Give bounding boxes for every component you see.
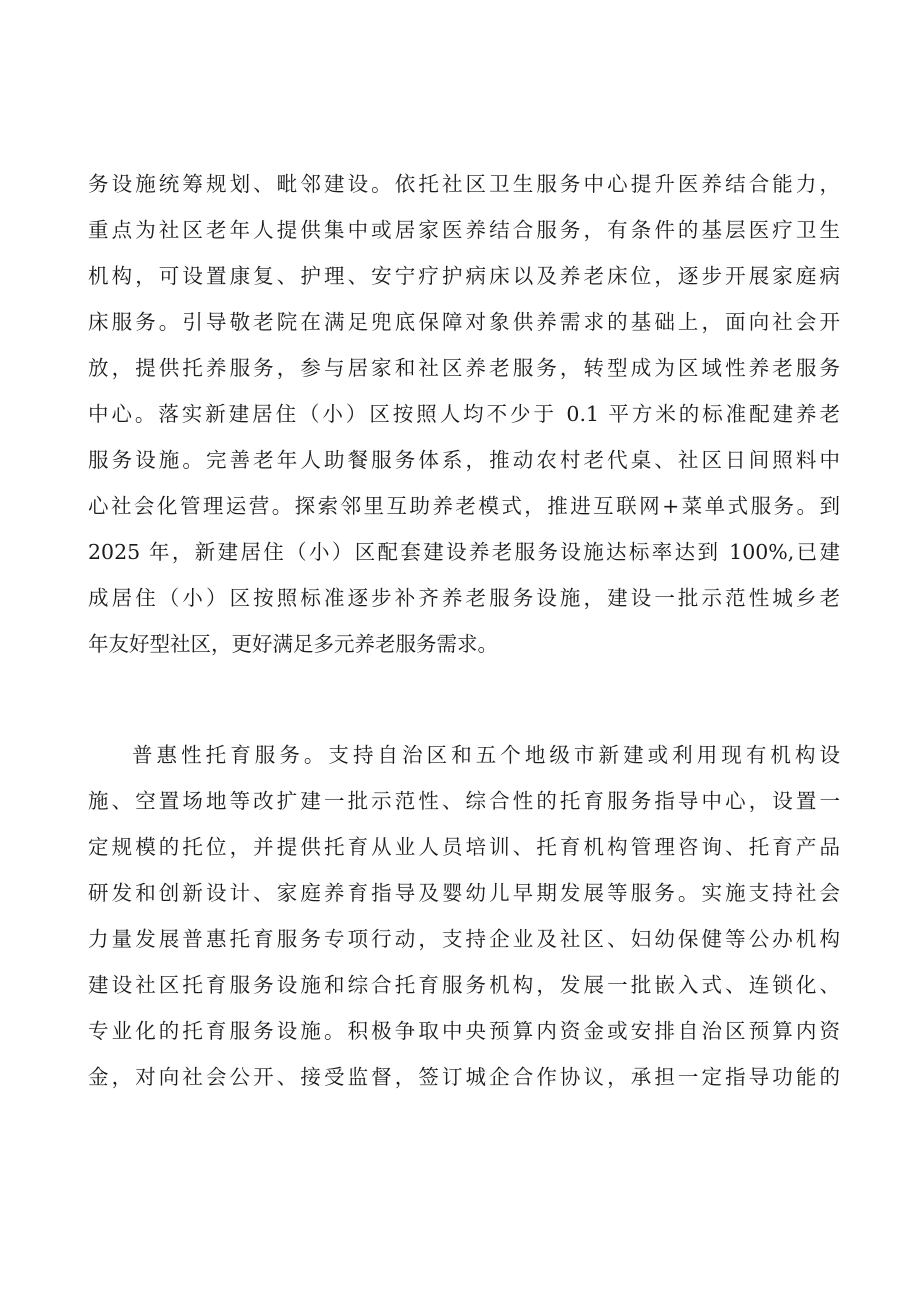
text-line: 普惠性托育服务。支持自治区和五个地级市新建或利用现有机构设 — [132, 743, 840, 767]
text-line: 成居住（小）区按照标准逐步补齐养老服务设施，建设一批示范性城乡老 — [88, 586, 840, 610]
text-line: 中心。落实新建居住（小）区按照人均不少于 0.1 平方米的标准配建养老 — [88, 402, 840, 426]
text-line: 服务设施。完善老年人助餐服务体系，推动农村老代桌、社区日间照料中 — [88, 448, 840, 472]
text-line: 床服务。引导敬老院在满足兜底保障对象供养需求的基础上，面向社会开 — [88, 310, 840, 334]
text-line: 研发和创新设计、家庭养育指导及婴幼儿早期发展等服务。实施支持社会 — [88, 881, 840, 905]
text-line: 专业化的托育服务设施。积极争取中央预算内资金或安排自治区预算内资 — [88, 1019, 840, 1043]
text-line: 机构，可设置康复、护理、安宁疗护病床以及养老床位，逐步开展家庭病 — [88, 264, 840, 288]
text-line: 心社会化管理运营。探索邻里互助养老模式，推进互联网+菜单式服务。到 — [88, 494, 840, 518]
text-line: 2025 年，新建居住（小）区配套建设养老服务设施达标率达到 100%,已建 — [88, 540, 840, 564]
text-line: 务设施统筹规划、毗邻建设。依托社区卫生服务中心提升医养结合能力， — [88, 172, 840, 196]
text-line: 金，对向社会公开、接受监督，签订城企合作协议，承担一定指导功能的 — [88, 1065, 840, 1089]
text-line: 建设社区托育服务设施和综合托育服务机构，发展一批嵌入式、连锁化、 — [88, 973, 840, 997]
text-line: 放，提供托养服务，参与居家和社区养老服务，转型成为区域性养老服务 — [88, 356, 840, 380]
text-line: 定规模的托位，并提供托育从业人员培训、托育机构管理咨询、托育产品 — [88, 835, 840, 859]
text-line: 年友好型社区，更好满足多元养老服务需求。 — [88, 632, 498, 656]
text-line: 力量发展普惠托育服务专项行动，支持企业及社区、妇幼保健等公办机构 — [88, 927, 840, 951]
text-line: 重点为社区老年人提供集中或居家医养结合服务，有条件的基层医疗卫生 — [88, 218, 840, 242]
text-line: 施、空置场地等改扩建一批示范性、综合性的托育服务指导中心，设置一 — [88, 789, 840, 813]
